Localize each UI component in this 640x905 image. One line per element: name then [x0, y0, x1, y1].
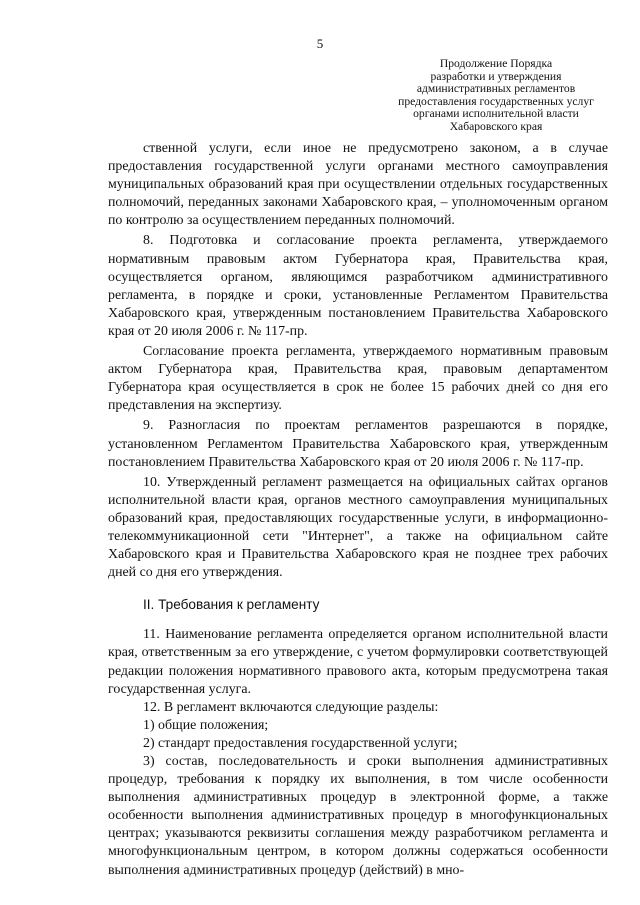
running-header [388, 58, 604, 133]
paragraph-item-9: 9. Разногласия по проектам регламентов разрешаются в порядке, установленном Регламентом Правительства Хабаровского края, утвержденным постановлением Правительства Хабаровского края от 20 июля 2006 г. № 117-пр. [108, 418, 608, 470]
section-title: II. Требования к регламенту [143, 597, 320, 613]
running-header-line: административных регламентов [416, 82, 576, 95]
list-item-standard: 2) стандарт предоставления государственной услуги; [143, 735, 458, 751]
document-body [108, 140, 608, 880]
paragraph-continuation: ственной услуги, если иное не предусмотрено законом, а в случае предоставления государственной услуги органами местного самоуправления муниципальных образований края при осуществлении отдельных государственных полномочий, переданных законами Хабаровского края, – уполномоченным органом по контролю за осуществлением переданных полномочий. [108, 141, 608, 229]
paragraph-approval-term: Согласование проекта регламента, утверждаемого нормативным правовым актом Губернатора края, Правительства края, правовым департаментом Губернатора края осуществляется в срок не более 15 рабочих дней со дня его представления на экспертизу. [108, 344, 608, 414]
list-item-procedures: 3) состав, последовательность и сроки выполнения административных процедур, требования к порядку их выполнения, в том числе особенности выполнения административных процедур в электронной форме, а также особенности выполнения административных процедур в многофункциональных центрах; указываются реквизиты соглашения между разработчиком регламента и многофункциональным центром, в котором должны содержаться особенности выполнения административных процедур (действий) в мно- [108, 754, 608, 878]
running-header-line: Продолжение Порядка [439, 57, 553, 70]
paragraph-item-12: 12. В регламент включаются следующие разделы: [143, 699, 439, 715]
running-header-line: органами исполнительной власти [413, 107, 579, 120]
list-item-general: 1) общие положения; [143, 717, 269, 733]
running-header-line: Хабаровского края [449, 119, 543, 133]
paragraph-item-8: 8. Подготовка и согласование проекта регламента, утверждаемого нормативным правовым актом Губернатора края, Правительства края, осуществляется органом, являющимся разработчиком административного регламента, в порядке и сроки, установленные Регламентом Правительства Хабаровского края, утвержденным постановлением Правительства Хабаровского края от 20 июля 2006 г. № 117-пр. [108, 233, 608, 339]
page-number: 5 [316, 36, 324, 51]
running-header-line: разработки и утверждения [430, 69, 562, 83]
paragraph-item-10: 10. Утвержденный регламент размещается на официальных сайтах органов исполнительной власти края, органов местного самоуправления муниципальных образований края, предоставляющих государственные услуги, в информационно-телекоммуникационной сети "Интернет", а также на официальном сайте Хабаровского края и Правительства Хабаровского края не позднее трех рабочих дней со дня его утверждения. [108, 474, 608, 581]
paragraph-item-11: 11. Наименование регламента определяется органом исполнительной власти края, ответственным за его утверждение, с учетом формулировки соответствующей редакции положения нормативного правового акта, которым предусмотрена такая государственная услуга. [108, 627, 608, 697]
running-header-line: предоставления государственных услуг [398, 94, 594, 108]
